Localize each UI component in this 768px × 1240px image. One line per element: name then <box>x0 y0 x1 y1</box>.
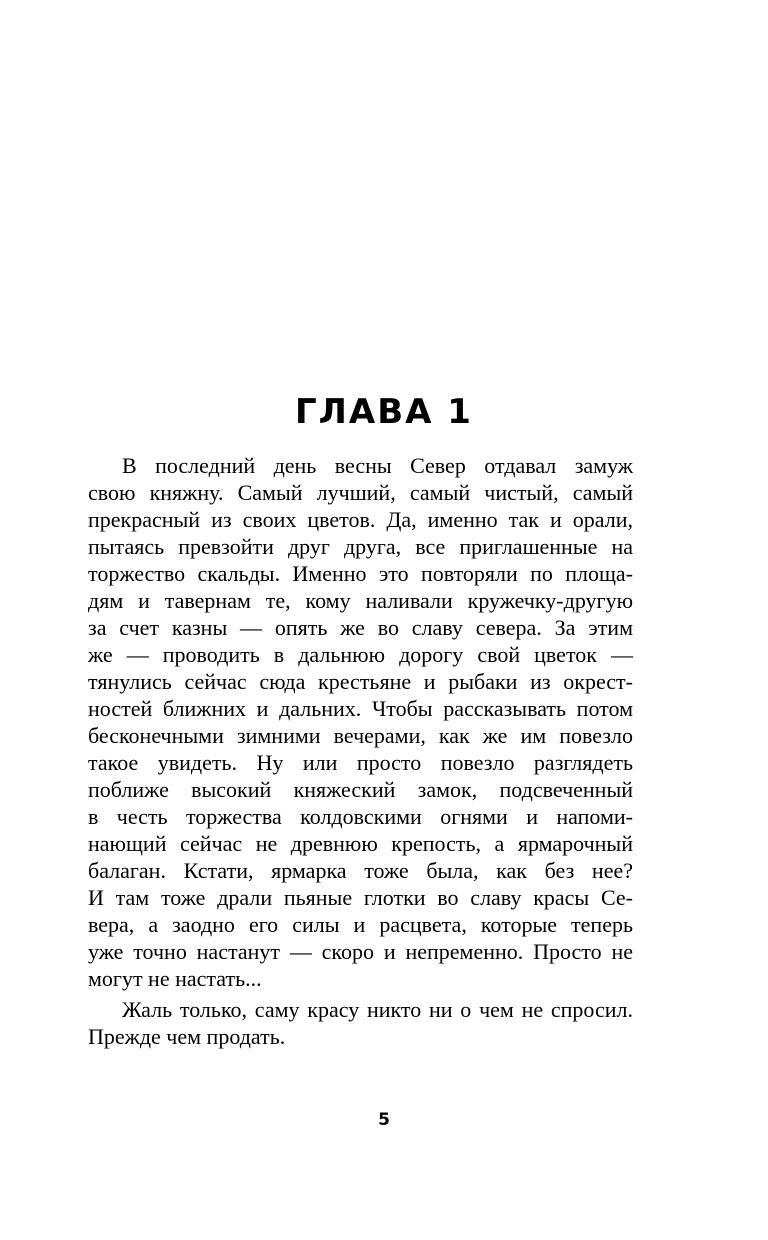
text-line: И там тоже драли пьяные глотки во славу красы Се- <box>88 885 633 910</box>
chapter-body <box>88 452 633 1050</box>
text-line: же — проводить в дальнюю дорогу свой цветок — <box>88 642 633 667</box>
text-line: такое увидеть. Ну или просто повезло разглядеть <box>88 750 633 775</box>
text-line: свою княжну. Самый лучший, самый чистый, самый <box>88 480 633 505</box>
text-line: тянулись сейчас сюда крестьяне и рыбаки из окрест- <box>88 669 633 694</box>
paragraph <box>88 996 633 1050</box>
text-line: в честь торжества колдовскими огнями и напоми- <box>88 804 633 829</box>
text-line: за счет казны — опять же во славу севера. За этим <box>88 615 633 640</box>
chapter-title: ГЛАВА 1 <box>295 392 473 432</box>
text-line: вера, а заодно его силы и расцвета, которые теперь <box>88 912 633 937</box>
text-line: бесконечными зимними вечерами, как же им повезло <box>88 723 633 748</box>
text-line: В последний день весны Север отдавал замуж <box>122 453 633 478</box>
text-line: пытаясь превзойти друг друга, все приглашенные на <box>88 534 633 559</box>
text-line: ностей ближних и дальних. Чтобы рассказывать потом <box>88 696 633 721</box>
text-line: дям и тавернам те, кому наливали кружечку-другую <box>88 588 633 613</box>
paragraph <box>88 452 633 992</box>
text-line: прекрасный из своих цветов. Да, именно так и орали, <box>88 507 633 532</box>
text-line: торжество скальды. Именно это повторяли по площа- <box>88 561 633 586</box>
text-line: балаган. Кстати, ярмарка тоже была, как без нее? <box>88 858 633 883</box>
text-line: нающий сейчас не древнюю крепость, а ярмарочный <box>88 831 633 856</box>
text-line: уже точно настанут — скоро и непременно. Просто не <box>88 939 633 964</box>
text-line: Прежде чем продать. <box>88 1024 286 1049</box>
text-line: поближе высокий княжеский замок, подсвеченный <box>88 777 633 802</box>
page-number: 5 <box>378 1110 390 1130</box>
text-line: могут не настать... <box>88 966 262 991</box>
text-line: Жаль только, саму красу никто ни о чем не спросил. <box>122 997 633 1022</box>
